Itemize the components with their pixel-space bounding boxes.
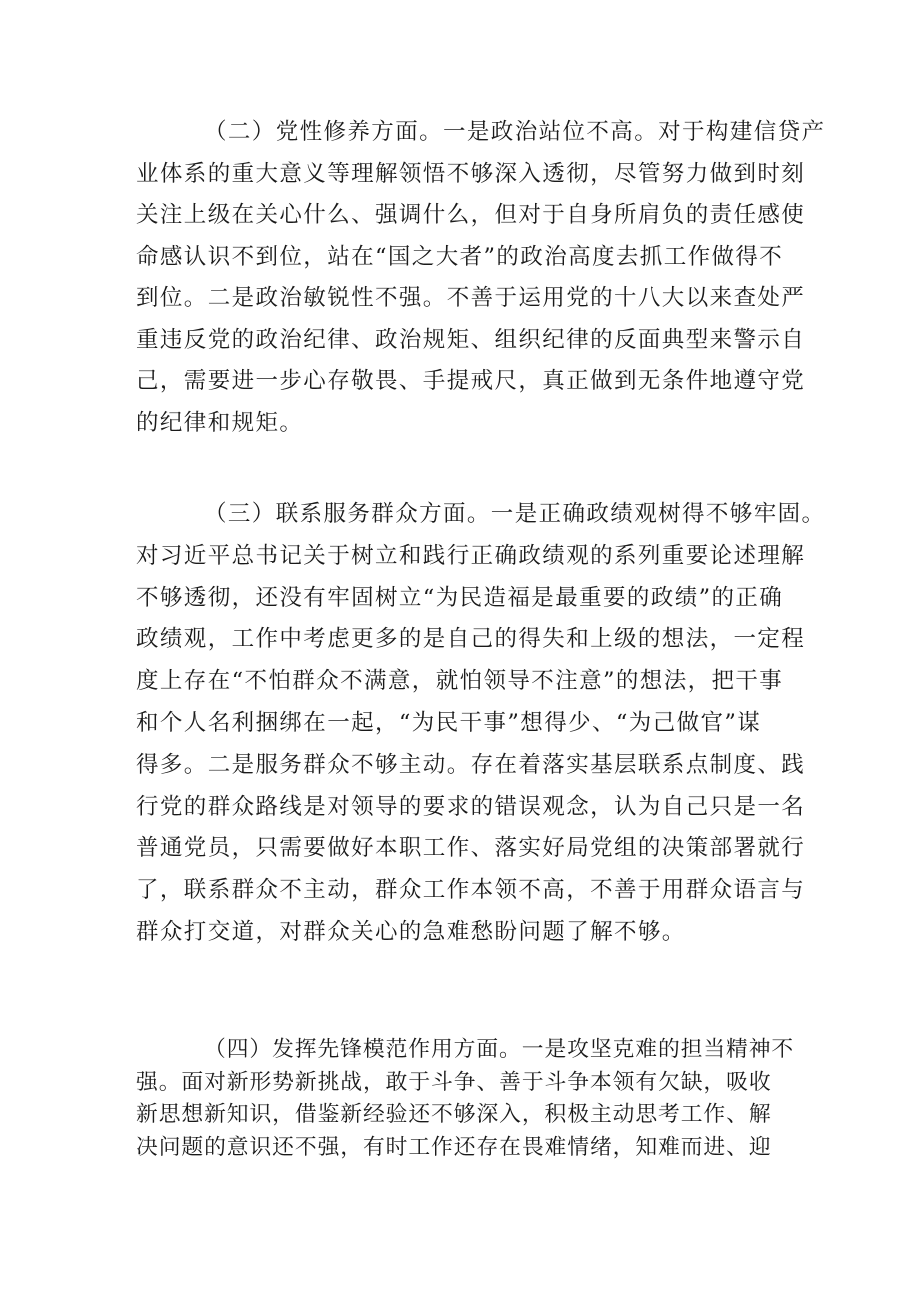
paragraph-line: 和个人名利捆绑在一起，“为民干事”想得少、“为己做官”谋 xyxy=(136,709,762,736)
paragraph-line: 新思想新知识，借鉴新经验还不够深入，积极主动思考工作、解 xyxy=(136,1102,772,1127)
paragraph-line: （三）联系服务群众方面。一是正确政绩观树得不够牢固。 xyxy=(204,501,826,527)
paragraph-line: 普通党员，只需要做好本职工作、落实好局党组的决策部署就行 xyxy=(136,835,806,862)
paragraph-line: 业体系的重大意义等理解领悟不够深入透彻，尽管努力做到时刻 xyxy=(136,160,806,187)
paragraph-line: 了，联系群众不主动，群众工作本领不高，不善于用群众语言与 xyxy=(136,877,806,904)
paragraph-line: 的纪律和规矩。 xyxy=(136,409,304,436)
paragraph-vanguard-role xyxy=(136,1034,795,1164)
paragraph-line: 关注上级在关心什么、强调什么，但对于自身所肩负的责任感使 xyxy=(136,202,806,228)
paragraph-line: 政绩观，工作中考虑更多的是自己的得失和上级的想法，一定程 xyxy=(136,626,806,653)
paragraph-line: 重违反党的政治纪律、政治规矩、组织纪律的反面典型来警示自 xyxy=(136,326,806,353)
paragraph-party-cultivation xyxy=(136,112,826,444)
paragraph-line: 度上存在“不怕群众不满意，就怕领导不注意”的想法，把干事 xyxy=(136,668,784,695)
paragraph-line: 群众打交道，对群众关心的急难愁盼问题了解不够。 xyxy=(136,918,686,945)
paragraph-line: 得多。二是服务群众不够主动。存在着落实基层联系点制度、践 xyxy=(136,751,806,778)
paragraph-line: （四）发挥先锋模范作用方面。一是攻坚克难的担当精神不 xyxy=(204,1037,795,1062)
paragraph-line: 不够透彻，还没有牢固树立“为民造福是最重要的政绩”的正确 xyxy=(136,584,784,611)
paragraph-line: 命感认识不到位，站在“国之大者”的政治高度去抓工作做得不 xyxy=(136,243,784,270)
paragraph-line: 对习近平总书记关于树立和践行正确政绩观的系列重要论述理解 xyxy=(136,542,806,569)
paragraph-line: 己，需要进一步心存敬畏、手提戒尺，真正做到无条件地遵守党 xyxy=(136,368,806,394)
paragraph-serving-masses xyxy=(136,494,826,954)
paragraph-line: 到位。二是政治敏锐性不强。不善于运用党的十八大以来查处严 xyxy=(136,285,806,311)
paragraph-line: 决问题的意识还不强，有时工作还存在畏难情绪，知难而进、迎 xyxy=(136,1134,772,1160)
paragraph-line: 行党的群众路线是对领导的要求的错误观念，认为自己只是一名 xyxy=(136,793,806,820)
paragraph-line: 强。面对新形势新挑战，敢于斗争、善于斗争本领有欠缺，吸收 xyxy=(136,1069,772,1095)
paragraph-line: （二）党性修养方面。一是政治站位不高。对于构建信贷产 xyxy=(204,119,826,145)
